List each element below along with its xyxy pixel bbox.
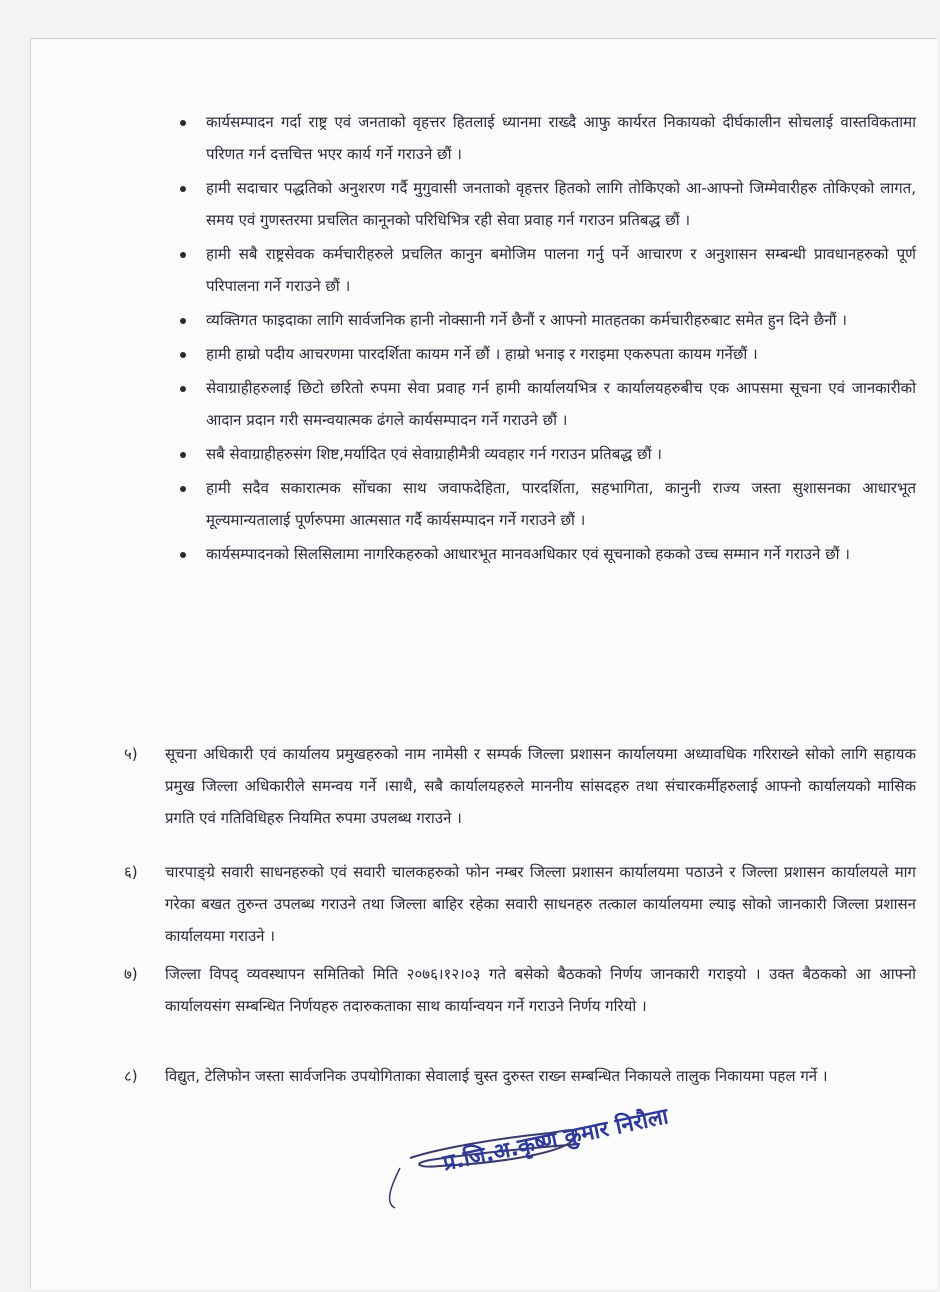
- bullet-text: कार्यसम्पादनको सिलसिलामा नागरिकहरुको आधारभूत मानवअधिकार एवं सूचनाको हकको उच्च सम्मान गर्ने गराउने छौं ।: [206, 545, 850, 563]
- numbered-item-7: [114, 958, 916, 1022]
- bullet-dot-icon: [180, 552, 186, 558]
- bullet-dot-icon: [180, 386, 186, 392]
- bullet-dot-icon: [180, 186, 186, 192]
- bullet-item: [150, 238, 916, 302]
- numbered-item-6: [114, 856, 916, 952]
- bullet-item: [150, 304, 916, 336]
- commitment-bullet-list: [150, 106, 916, 572]
- bullet-item: [150, 172, 916, 236]
- bullet-dot-icon: [180, 452, 186, 458]
- bullet-text: हामी हाम्रो पदीय आचरणमा पारदर्शिता कायम गर्ने छौं । हाम्रो भनाइ र गराइमा एकरुपता कायम गर्नेछौं ।: [206, 345, 758, 363]
- item-text: विद्युत, टेलिफोन जस्ता सार्वजनिक उपयोगिताका सेवालाई चुस्त दुरुस्त राख्न सम्बन्धित निकायले तालुक निकायमा पहल गर्ने ।: [165, 1067, 828, 1085]
- bullet-text: हामी सबै राष्ट्रसेवक कर्मचारीहरुले प्रचलित कानुन बमोजिम पालना गर्नु पर्ने आचारण र अनुशासन सम्बन्धी प्रावधानहरुको पूर्ण परिपालना गर्ने गराउने छौं ।: [206, 245, 916, 295]
- bullet-text: हामी सदैव सकारात्मक सोंचका साथ जवाफदेहिता, पारदर्शिता, सहभागिता, कानुनी राज्य जस्ता सुशासनका आधारभूत मूल्यमान्यतालाई पूर्णरुपमा आत्मसात गर्दै कार्यसम्पादन गर्ने गराउने छौं ।: [206, 479, 916, 529]
- bullet-dot-icon: [180, 352, 186, 358]
- bullet-dot-icon: [180, 318, 186, 324]
- numbered-item-5: [114, 738, 916, 834]
- bullet-item: [150, 438, 916, 470]
- numbered-item-8: [114, 1060, 916, 1092]
- bullet-text: हामी सदाचार पद्धतिको अनुशरण गर्दै मुगुवासी जनताको वृहत्तर हितको लागि तोकिएको आ-आफ्नो जिम्मेवारीहरु तोकिएको लागत, समय एवं गुणस्तरमा प्रचलित कानूनको परिधिभित्र रही सेवा प्रवाह गर्न गराउन प्रतिबद्ध छौं ।: [206, 179, 916, 229]
- item-text: सूचना अधिकारी एवं कार्यालय प्रमुखहरुको नाम नामेसी र सम्पर्क जिल्ला प्रशासन कार्यालयमा अध्यावधिक गरिराख्ने सोको लागि सहायक प्रमुख जिल्ला अधिकारीले समन्वय गर्ने ।साथै, सबै कार्यालयहरुले माननीय सांसदहरु तथा संचारकर्मीहरुलाई आफ्नो कार्यालयको मासिक प्रगति एवं गतिविधिहरु नियमित रुपमा उपलब्ध गराउने ।: [165, 745, 916, 827]
- bullet-item: [150, 472, 916, 536]
- bullet-dot-icon: [180, 120, 186, 126]
- item-text: जिल्ला विपद् व्यवस्थापन समितिको मिति २०७६।१२।०३ गते बसेको बैठकको निर्णय जानकारी गराइयो । उक्त बैठकको आ आफ्नो कार्यालयसंग सम्बन्धित निर्णयहरु तदारुकताका साथ कार्यान्वयन गर्ने गराउने निर्णय गरियो ।: [165, 965, 916, 1015]
- item-number: ८): [124, 1067, 138, 1085]
- item-number: ६): [124, 863, 138, 881]
- bullet-item: [150, 538, 916, 570]
- bullet-item: [150, 372, 916, 436]
- bullet-text: सेवाग्राहीहरुलाई छिटो छरितो रुपमा सेवा प्रवाह गर्न हामी कार्यालयभित्र र कार्यालयहरुबीच एक आपसमा सूचना एवं जानकारीको आदान प्रदान गरी समन्वयात्मक ढंगले कार्यसम्पादन गर्ने गराउने छौं ।: [206, 379, 916, 429]
- bullet-text: व्यक्तिगत फाइदाका लागि सार्वजनिक हानी नोक्सानी गर्ने छैनौं र आफ्नो मातहतका कर्मचारीहरुबाट समेत हुन दिने छैनौं ।: [206, 311, 847, 329]
- bullet-dot-icon: [180, 252, 186, 258]
- bullet-text: कार्यसम्पादन गर्दा राष्ट्र एवं जनताको वृहत्तर हितलाई ध्यानमा राख्दै आफु कार्यरत निकायको दीर्घकालीन सोचलाई वास्तविकतामा परिणत गर्न दत्तचित्त भएर कार्य गर्ने गराउने छौं ।: [206, 113, 916, 163]
- bullet-dot-icon: [180, 486, 186, 492]
- bullet-item: [150, 106, 916, 170]
- bullet-item: [150, 338, 916, 370]
- item-number: ५): [124, 745, 138, 763]
- signature-name-stamp: प्र.जि.अ.कृष्ण कुमार निरौला: [440, 1104, 671, 1177]
- bullet-text: सबै सेवाग्राहीहरुसंग शिष्ट,मर्यादित एवं सेवाग्राहीमैत्री व्यवहार गर्न गराउन प्रतिबद्ध छौं ।: [206, 445, 662, 463]
- item-text: चारपाङ्ग्रे सवारी साधनहरुको एवं सवारी चालकहरुको फोन नम्बर जिल्ला प्रशासन कार्यालयमा पठाउने र जिल्ला प्रशासन कार्यालयले माग गरेका बखत तुरुन्त उपलब्ध गराउने तथा जिल्ला बाहिर रहेका सवारी साधनहरु तत्काल कार्यालयमा ल्याइ सोको जानकारी जिल्ला प्रशासन कार्यालयमा गराउने ।: [165, 863, 916, 945]
- item-number: ७): [124, 965, 138, 983]
